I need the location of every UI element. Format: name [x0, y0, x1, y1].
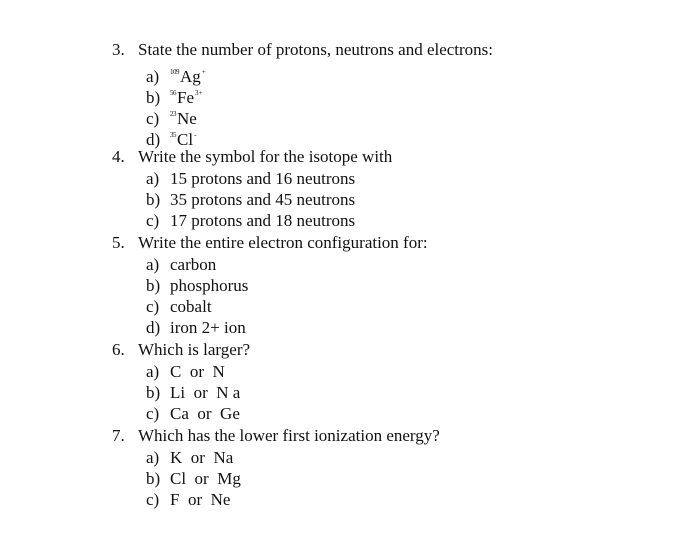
question-5-item-a [146, 255, 216, 275]
isotope-mass: 23 [170, 110, 176, 118]
question-5-item-b [146, 276, 248, 296]
question-6 [112, 340, 250, 360]
isotope-mass: 35 [170, 131, 176, 139]
item-letter: b) [146, 469, 161, 488]
question-number: 3. [112, 40, 125, 59]
isotope-charge: - [194, 131, 197, 139]
item-text: Li or N a [170, 383, 241, 402]
question-number: 5. [112, 233, 125, 252]
question-7-item-a [146, 448, 233, 468]
item-letter: c) [146, 490, 160, 509]
question-4 [112, 147, 392, 167]
item-text: C or N [170, 362, 225, 381]
question-6-item-b [146, 383, 240, 403]
item-text: 17 protons and 18 neutrons [170, 211, 356, 230]
isotope-symbol: Ne [177, 109, 197, 128]
isotope-symbol: Fe [177, 88, 194, 107]
question-text: Write the symbol for the isotope with [138, 147, 393, 166]
isotope-mass: 56 [170, 89, 176, 97]
item-text: iron 2+ ion [170, 318, 246, 337]
question-3 [112, 40, 493, 60]
item-text: F or Ne [170, 490, 231, 509]
item-letter: a) [146, 255, 160, 274]
question-4-item-a [146, 169, 355, 189]
isotope-symbol: Ag [180, 67, 201, 86]
item-text: 35 protons and 45 neutrons [170, 190, 356, 209]
question-7-item-c [146, 490, 230, 510]
item-text: cobalt [170, 297, 212, 316]
question-text: State the number of protons, neutrons and electrons: [138, 40, 494, 59]
question-text: Which has the lower first ionization energy? [138, 426, 440, 445]
question-5-item-c [146, 297, 212, 317]
question-4-item-c [146, 211, 355, 231]
item-letter: d) [146, 318, 161, 337]
question-text: Write the entire electron configuration for: [138, 233, 428, 252]
item-letter: b) [146, 88, 161, 107]
question-text: Which is larger? [138, 340, 251, 359]
question-number: 7. [112, 426, 125, 445]
item-text: carbon [170, 255, 217, 274]
item-text: 15 protons and 16 neutrons [170, 169, 356, 188]
question-5-item-d [146, 318, 246, 338]
item-letter: a) [146, 448, 160, 467]
question-4-item-b [146, 190, 355, 210]
isotope-charge: 3+ [195, 89, 203, 97]
question-6-item-a [146, 362, 225, 382]
item-letter: d) [146, 130, 161, 149]
item-letter: c) [146, 109, 160, 128]
question-7-item-b [146, 469, 241, 489]
item-letter: a) [146, 67, 160, 86]
item-text: phosphorus [170, 276, 249, 295]
item-letter: a) [146, 169, 160, 188]
item-letter: b) [146, 276, 161, 295]
item-letter: b) [146, 190, 161, 209]
item-letter: c) [146, 211, 160, 230]
item-letter: a) [146, 362, 160, 381]
item-letter: b) [146, 383, 161, 402]
question-7 [112, 426, 440, 446]
isotope-charge: + [201, 68, 206, 76]
item-text: Ca or Ge [170, 404, 240, 423]
question-number: 4. [112, 147, 125, 166]
item-letter: c) [146, 297, 160, 316]
question-5 [112, 233, 428, 253]
question-6-item-c [146, 404, 240, 424]
item-text: Cl or Mg [170, 469, 241, 488]
item-letter: c) [146, 404, 160, 423]
item-text: K or Na [170, 448, 234, 467]
isotope-mass: 109 [170, 68, 179, 76]
isotope-symbol: Cl [177, 130, 194, 149]
question-number: 6. [112, 340, 125, 359]
